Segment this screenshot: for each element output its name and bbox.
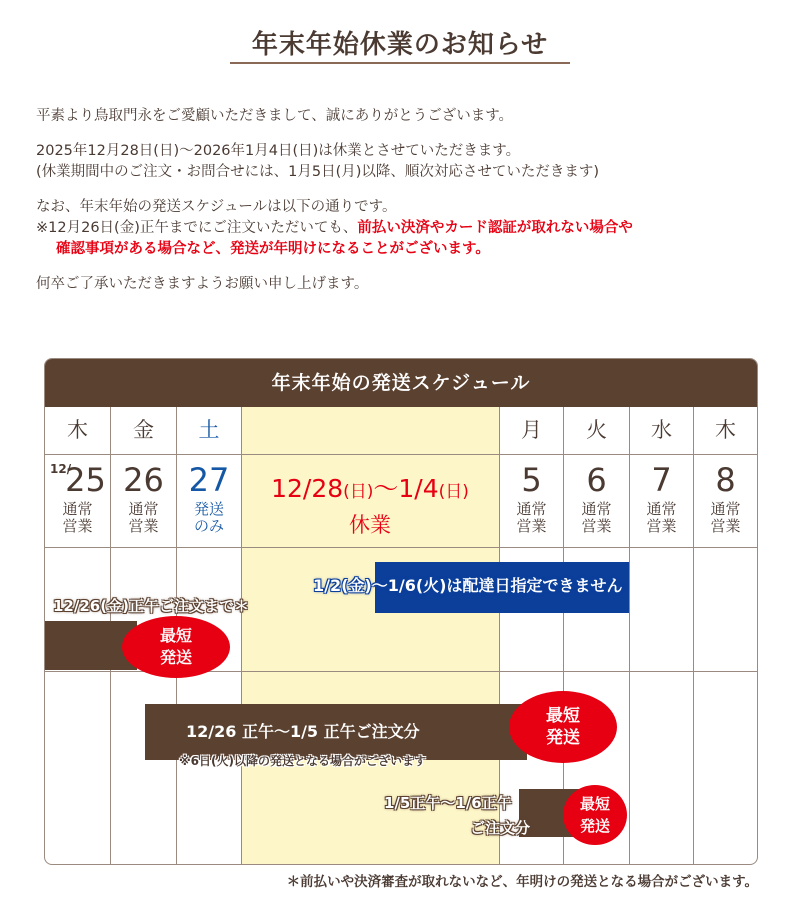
date-6: 6 — [586, 461, 607, 499]
date-26: 26 — [123, 461, 164, 499]
weekday-mon: 月 — [521, 418, 542, 442]
shipping-schedule — [44, 358, 758, 865]
shipping-bar-2-note: ※6日(火)以降の発送となる場合がございます — [179, 754, 426, 768]
holiday-start: 12/28 — [271, 474, 344, 503]
shipping-bar-2-label: 12/26 正午～1/5 正午ご注文分 — [186, 722, 420, 741]
status-5-l1: 通常 — [516, 500, 547, 518]
status-8-l1: 通常 — [710, 500, 741, 518]
grid-line — [45, 454, 757, 455]
status-8-l2: 営業 — [710, 517, 741, 535]
status-7-l2: 営業 — [646, 517, 677, 535]
date-5: 5 — [521, 461, 542, 499]
status-25 — [45, 501, 110, 535]
status-26-l2: 営業 — [128, 517, 159, 535]
schedule-intro: なお、年末年始の発送スケジュールは以下の通りです。 — [36, 199, 397, 215]
badge-1-text: 最短 発送 — [159, 626, 192, 667]
weekday-fri: 金 — [133, 418, 154, 442]
month-prefix: 12/ — [50, 462, 72, 476]
date-8: 8 — [715, 461, 736, 499]
shipping-bar-3-label-2: ご注文分 — [470, 819, 531, 837]
closing-text: 何卒ご了承いただきますようお願い申し上げます。 — [36, 276, 369, 292]
holiday-label: 休業 — [349, 513, 391, 537]
title-underline — [230, 62, 570, 64]
weekday-thu: 木 — [67, 418, 88, 442]
status-26-l1: 通常 — [128, 500, 159, 518]
inquiry-line: (休業期間中のご注文・お問合せには、1月5日(月)以降、順次対応させていただきます) — [36, 164, 600, 180]
page-title: 年末年始休業のお知らせ — [251, 30, 549, 60]
date-27: 27 — [188, 461, 230, 499]
date-7: 7 — [651, 461, 672, 499]
status-5-l2: 営業 — [516, 517, 547, 535]
holiday-range — [241, 469, 499, 505]
badge-earliest-1 — [122, 616, 230, 678]
date-25: 25 — [65, 461, 106, 499]
status-8 — [694, 501, 757, 535]
status-25-l2: 営業 — [62, 517, 93, 535]
status-6 — [564, 501, 629, 535]
badge-earliest-3 — [563, 785, 627, 845]
status-26 — [111, 501, 176, 535]
holiday-start-dow: (日) — [343, 482, 374, 502]
holiday-end: 1/4 — [398, 474, 439, 503]
status-7-l1: 通常 — [646, 500, 677, 518]
badge-earliest-2 — [509, 691, 617, 763]
weekday-thu-2: 木 — [715, 418, 736, 442]
status-7 — [630, 501, 693, 535]
schedule-header: 年末年始の発送スケジュール — [45, 359, 757, 407]
status-6-l1: 通常 — [581, 500, 612, 518]
warning-red-2: 確認事項がある場合など、発送が年明けになることがございます。 — [56, 241, 490, 257]
greeting-text: 平素より鳥取門永をご愛顧いただきまして、誠にありがとうございます。 — [36, 108, 514, 124]
warning-prefix: ※12月26日(金)正午までにご注文いただいても、 — [36, 220, 358, 236]
status-27 — [177, 501, 241, 535]
closure-notice — [36, 141, 776, 183]
no-date-spec-text: 1/2(金)～1/6(火)は配達日指定できません — [313, 576, 623, 595]
badge-3-text: 最短 発送 — [579, 795, 610, 835]
warning-red-1: 前払い決済やカード認証が取れない場合や — [357, 220, 633, 236]
status-6-l2: 営業 — [581, 517, 612, 535]
status-27-l2: のみ — [193, 517, 224, 535]
shipping-bar-3-label-1: 1/5正午～1/6正午 — [384, 794, 512, 812]
status-25-l1: 通常 — [62, 500, 93, 518]
holiday-end-dow: (日) — [438, 482, 469, 502]
shipping-bar-1-label: 12/26(金)正午ご注文まで＊ — [53, 597, 249, 615]
footnote: ＊前払いや決済審査が取れないなど、年明けの発送となる場合がございます。 — [286, 874, 758, 890]
status-27-l1: 発送 — [193, 500, 224, 518]
weekday-sat: 土 — [198, 418, 220, 442]
badge-2-text: 最短 発送 — [546, 706, 580, 748]
closure-line: 2025年12月28日(日)～2026年1月4日(日)は休業とさせていただきます。 — [36, 143, 521, 159]
shipping-notice — [36, 197, 776, 260]
intro-text — [36, 106, 776, 309]
grid-line — [45, 547, 757, 548]
holiday-sep: ～ — [373, 474, 399, 503]
status-5 — [500, 501, 563, 535]
weekday-tue: 火 — [586, 418, 607, 442]
weekday-wed: 水 — [651, 418, 672, 442]
